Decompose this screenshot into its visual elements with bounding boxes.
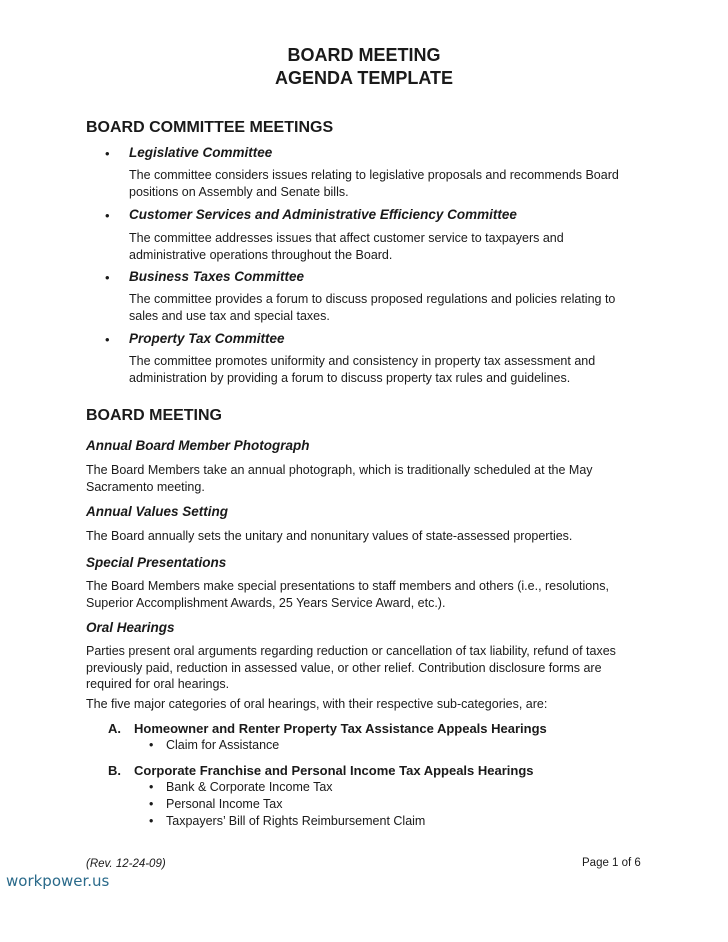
description-line: sales and use tax and special taxes. xyxy=(129,308,330,323)
bullet-glyph: • xyxy=(149,780,154,794)
description-line: positions on Assembly and Senate bills. xyxy=(129,184,349,199)
paragraph-photograph xyxy=(86,462,643,495)
paragraph-line: The Board Members take an annual photograph, which is traditionally scheduled at the May xyxy=(86,463,593,477)
paragraph-values: The Board annually sets the unitary and nonunitary values of state-assessed properties. xyxy=(86,529,573,543)
paragraph-oral-hearings xyxy=(86,643,643,693)
description-line: The committee addresses issues that affect customer service to taxpayers and xyxy=(129,231,564,245)
committee-description xyxy=(129,167,643,200)
document-title-line2: AGENDA TEMPLATE xyxy=(275,68,453,88)
committee-description xyxy=(129,230,643,263)
description-line: The committee promotes uniformity and consistency in property tax assessment and xyxy=(129,354,596,368)
description-line: The committee considers issues relating to legislative proposals and recommends Board xyxy=(129,168,619,182)
category-letter: B. xyxy=(108,763,121,778)
committee-description xyxy=(129,291,643,324)
bullet-glyph: • xyxy=(149,738,154,752)
bullet-glyph: • xyxy=(105,270,110,285)
sub-category-item: Taxpayers’ Bill of Rights Reimbursement Claim xyxy=(166,814,426,828)
description-line: administrative operations throughout the Board. xyxy=(129,247,393,262)
committee-name: Legislative Committee xyxy=(129,145,273,160)
section-heading-committees: BOARD COMMITTEE MEETINGS xyxy=(86,119,334,136)
paragraph-line: Sacramento meeting. xyxy=(86,479,205,494)
subheading-photograph: Annual Board Member Photograph xyxy=(86,438,310,453)
bullet-glyph: • xyxy=(105,332,110,347)
document-title-line1: BOARD MEETING xyxy=(287,45,441,65)
sub-category-item: Claim for Assistance xyxy=(166,738,280,752)
committee-name: Business Taxes Committee xyxy=(129,269,305,284)
paragraph-line: The Board Members make special presentations to staff members and others (i.e., resolutions, xyxy=(86,579,609,593)
category-title: Homeowner and Renter Property Tax Assistance Appeals Hearings xyxy=(134,721,547,736)
footer-revision: (Rev. 12-24-09) xyxy=(86,858,166,870)
paragraph-line: previously paid, reduction in assessed value, or other relief. Contribution disclosure forms are xyxy=(86,660,602,675)
sub-category-item: Personal Income Tax xyxy=(166,797,283,811)
sub-category-item: Bank & Corporate Income Tax xyxy=(166,780,333,794)
section-heading-board-meeting: BOARD MEETING xyxy=(86,407,222,424)
category-letter: A. xyxy=(108,721,121,736)
paragraph-line: required for oral hearings. xyxy=(86,677,230,691)
committee-name: Property Tax Committee xyxy=(129,331,285,346)
paragraph-presentations xyxy=(86,578,643,611)
category-title: Corporate Franchise and Personal Income Tax Appeals Hearings xyxy=(134,763,534,778)
committee-name: Customer Services and Administrative Efficiency Committee xyxy=(129,207,517,222)
bullet-glyph: • xyxy=(105,208,110,223)
description-line: administration by providing a forum to discuss property tax rules and guidelines. xyxy=(129,370,571,385)
committee-description xyxy=(129,353,643,386)
watermark-text: workpower.us xyxy=(6,872,110,890)
subheading-values: Annual Values Setting xyxy=(86,504,229,519)
bullet-glyph: • xyxy=(149,797,154,811)
paragraph-categories-intro: The five major categories of oral hearings, with their respective sub-categories, are: xyxy=(86,697,548,711)
bullet-glyph: • xyxy=(149,814,154,828)
paragraph-line: Parties present oral arguments regarding reduction or cancellation of tax liability, refund of taxes xyxy=(86,644,616,658)
subheading-presentations: Special Presentations xyxy=(86,555,227,570)
bullet-glyph: • xyxy=(105,146,110,161)
description-line: The committee provides a forum to discuss proposed regulations and policies relating to xyxy=(129,292,616,306)
subheading-oral-hearings: Oral Hearings xyxy=(86,620,175,635)
paragraph-line: Superior Accomplishment Awards, 25 Years Service Award, etc.). xyxy=(86,595,446,610)
footer-page-number: Page 1 of 6 xyxy=(582,857,641,869)
